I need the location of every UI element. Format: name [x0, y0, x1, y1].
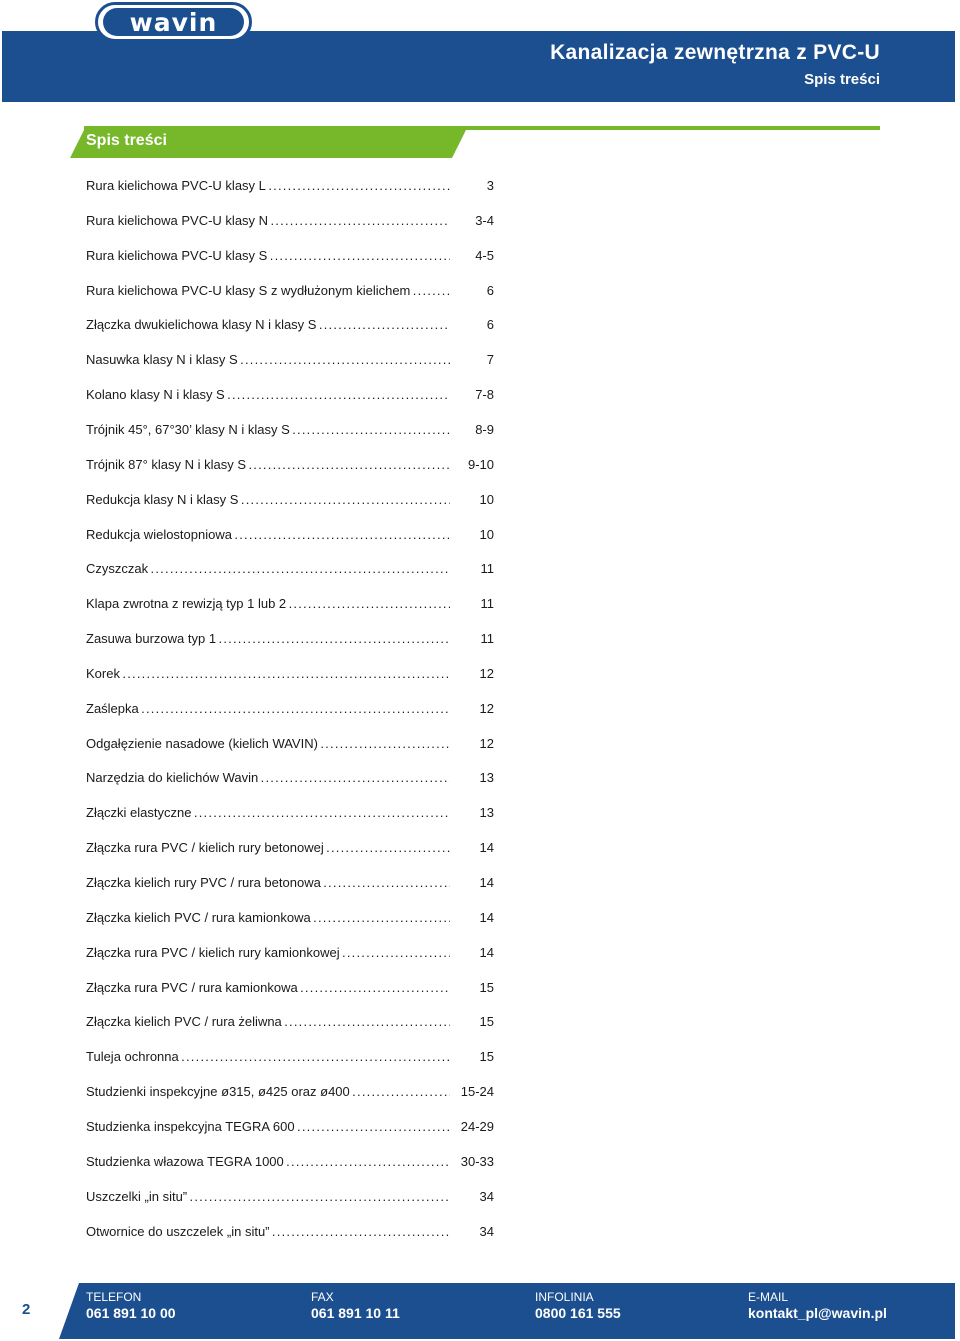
- toc-entry-title: Studzienki inspekcyjne ø315, ø425 oraz ø400 . . .: [86, 1082, 450, 1102]
- toc-entry-page: 6: [486, 282, 494, 298]
- toc-entry-page: 12: [479, 735, 494, 751]
- toc-entry-title: Kolano klasy N i klasy S . . .: [86, 385, 450, 405]
- toc-entry: [86, 1187, 496, 1207]
- toc-entry-page: 12: [479, 700, 494, 716]
- toc-entry: [86, 559, 496, 579]
- toc-entry-title: Redukcja klasy N i klasy S . . .: [86, 490, 450, 510]
- toc-entry-title: Studzienka inspekcyjna TEGRA 600 . . .: [86, 1117, 450, 1137]
- toc-entry-page: 12: [479, 665, 494, 681]
- toc-entry-title: Tuleja ochronna . . .: [86, 1047, 450, 1067]
- toc-entry-title: Rura kielichowa PVC-U klasy S . . .: [86, 246, 450, 266]
- toc-entry-title: Czyszczak . . .: [86, 559, 450, 579]
- document-title: Kanalizacja zewnętrzna z PVC-U: [550, 41, 880, 64]
- toc-entry-page: 30-33: [460, 1153, 494, 1169]
- toc-entry: [86, 1047, 496, 1067]
- toc-entry-page: 14: [479, 875, 494, 890]
- toc-entry: [86, 873, 496, 893]
- toc-entry-page: 3: [486, 178, 494, 193]
- toc-entry-page: 15: [479, 1049, 494, 1065]
- toc-entry-page: 34: [479, 1188, 494, 1204]
- toc-entry-page: 13: [479, 770, 494, 786]
- toc-entry-page: 9-10: [467, 456, 494, 472]
- toc-entry: [86, 699, 496, 719]
- toc-entry: [86, 246, 496, 266]
- toc-entry: [86, 908, 496, 928]
- toc-entry: [86, 1117, 496, 1137]
- toc-entry-page: 34: [479, 1223, 494, 1239]
- toc-entry-title: Rura kielichowa PVC-U klasy L . . .: [86, 176, 450, 196]
- toc-entry-page: 15-24: [460, 1084, 494, 1100]
- toc-entry-page: 13: [479, 805, 494, 821]
- toc-entry: [86, 664, 496, 684]
- wavin-logo-inner: [103, 8, 244, 36]
- fax-label: FAX: [311, 1290, 334, 1304]
- toc-entry-title: Nasuwka klasy N i klasy S . . .: [86, 350, 450, 370]
- toc-entry-title: Otwornice do uszczelek „in situ” . . .: [86, 1222, 450, 1242]
- infoline-label: INFOLINIA: [535, 1290, 594, 1304]
- toc-entry: [86, 594, 496, 614]
- toc-entry-title: Złączka dwukielichowa klasy N i klasy S . . .: [86, 315, 450, 335]
- toc-entry: [86, 1082, 496, 1102]
- toc-entry: [86, 768, 496, 788]
- toc-entry: [86, 455, 496, 475]
- wavin-logo: [95, 2, 252, 42]
- toc-entry-page: 15: [479, 979, 494, 995]
- document-subtitle: Spis treści: [804, 71, 880, 88]
- toc-entry: [86, 978, 496, 998]
- toc-entry: [86, 420, 496, 440]
- toc-entry: [86, 838, 496, 858]
- page-number: 2: [22, 1301, 31, 1318]
- toc-entry-title: Redukcja wielostopniowa . . .: [86, 525, 450, 545]
- toc-entry-page: 14: [479, 840, 494, 856]
- toc-entry: [86, 1152, 496, 1172]
- toc-entry: [86, 943, 496, 963]
- toc-entry: [86, 211, 496, 231]
- footer-phone: [86, 1290, 176, 1322]
- toc-entry-page: 10: [479, 526, 494, 542]
- toc-entry-title: Rura kielichowa PVC-U klasy S z wydłużonym kielichem . . .: [86, 281, 450, 301]
- toc-entry-title: Rura kielichowa PVC-U klasy N . . .: [86, 211, 450, 231]
- footer-email: [748, 1290, 887, 1322]
- toc-entry-page: 7: [486, 352, 494, 368]
- email-label: E-MAIL: [748, 1290, 789, 1304]
- toc-entry-title: Złączki elastyczne . . .: [86, 803, 450, 823]
- toc-entry-page: 14: [479, 909, 494, 925]
- toc-entry-page: 4-5: [475, 247, 494, 263]
- toc-entry: [86, 315, 496, 335]
- toc-entry-page: 14: [479, 944, 494, 960]
- toc-entry-title: Klapa zwrotna z rewizją typ 1 lub 2 . . .: [86, 594, 450, 614]
- toc-entry-title: Złączka kielich rury PVC / rura betonowa . . .: [86, 873, 450, 893]
- toc-entry-title: Trójnik 45°, 67°30’ klasy N i klasy S . . .: [86, 420, 450, 440]
- phone-value: 061 891 10 00: [86, 1305, 176, 1321]
- toc-entry-page: 24-29: [460, 1118, 494, 1134]
- toc-entry-page: 3-4: [475, 212, 494, 228]
- toc-entry-page: 10: [479, 491, 494, 507]
- toc-entry-title: Zasuwa burzowa typ 1 . . .: [86, 629, 450, 649]
- toc-entry-title: Studzienka włazowa TEGRA 1000 . . .: [86, 1152, 450, 1172]
- toc-entry: [86, 525, 496, 545]
- toc-entry-page: 11: [480, 631, 494, 647]
- toc-entry: [86, 629, 496, 649]
- toc-entry-title: Narzędzia do kielichów Wavin . . .: [86, 768, 450, 788]
- infoline-value: 0800 161 555: [535, 1305, 621, 1321]
- toc-entry-title: Korek . . .: [86, 664, 450, 684]
- toc-entry-page: 7-8: [475, 387, 494, 403]
- footer-infoline: [535, 1290, 621, 1322]
- section-title: Spis treści: [86, 132, 167, 149]
- toc-entry-title: Złączka rura PVC / kielich rury betonowej . . .: [86, 838, 450, 858]
- toc-entry-page: 15: [479, 1014, 494, 1030]
- toc-entry-title: Złączka rura PVC / rura kamionkowa . . .: [86, 978, 450, 998]
- toc-entry: [86, 803, 496, 823]
- toc-entry-title: Odgałęzienie nasadowe (kielich WAVIN) . . .: [86, 734, 450, 754]
- toc-entry: [86, 1222, 496, 1242]
- toc-entry: [86, 385, 496, 405]
- toc-entry: [86, 734, 496, 754]
- logo-text: wavin: [129, 7, 218, 37]
- footer-fax: [311, 1290, 400, 1322]
- toc-entry: [86, 350, 496, 370]
- toc-entry: [86, 1012, 496, 1032]
- toc-entry-page: 8-9: [475, 421, 494, 437]
- toc-entry-title: Trójnik 87° klasy N i klasy S . . .: [86, 455, 450, 475]
- toc-entry: [86, 281, 496, 301]
- toc-entry-page: 11: [480, 561, 494, 577]
- toc-entry-page: 6: [486, 317, 494, 333]
- toc-entry: [86, 490, 496, 510]
- toc-entry-title: Złączka kielich PVC / rura żeliwna . . .: [86, 1012, 450, 1032]
- toc-entry-title: Złączka kielich PVC / rura kamionkowa . . .: [86, 908, 450, 928]
- fax-value: 061 891 10 11: [311, 1305, 400, 1321]
- toc-entry-title: Zaślepka . . .: [86, 699, 450, 719]
- phone-label: TELEFON: [86, 1290, 142, 1304]
- toc-entry-page: 11: [480, 596, 494, 612]
- toc-entry-title: Uszczelki „in situ” . . .: [86, 1187, 450, 1207]
- toc-entry: [86, 176, 496, 196]
- toc-entry-title: Złączka rura PVC / kielich rury kamionkowej . . .: [86, 943, 450, 963]
- email-value: kontakt_pl@wavin.pl: [748, 1305, 887, 1321]
